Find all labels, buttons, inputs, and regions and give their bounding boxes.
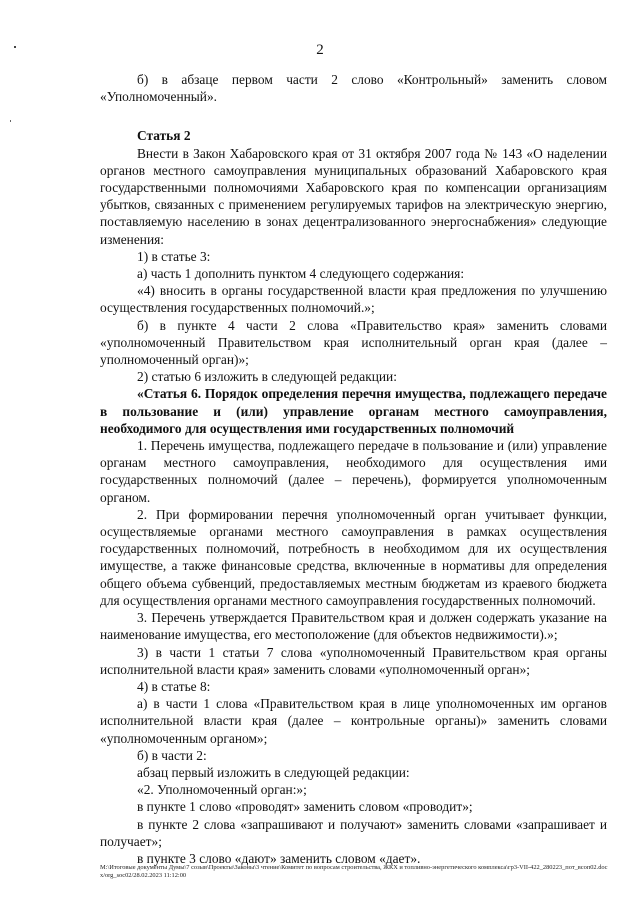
- paragraph: а) часть 1 дополнить пунктом 4 следующего содержания:: [137, 266, 465, 282]
- paragraph: абзац первый изложить в следующей редакции:: [137, 764, 410, 780]
- paragraph: 4) в статье 8:: [137, 678, 211, 694]
- paragraph: 2. При формировании перечня уполномоченный орган учитывает функции, осуществляемые органами местного самоуправления в рамках осуществления государственных полномочий, потребность в необходимом для их осуществления имуществе, а также финансовые средства, включенные в нормативы для определения общего объема субвенций, предоставляемых местным бюджетам из краевого бюджета для осуществления органами местного самоуправления государственных полномочий.: [100, 506, 607, 608]
- paragraph: в пункте 3 слово «дают» заменить словом «дает».: [137, 850, 421, 866]
- paragraph: 3) в части 1 статьи 7 слова «уполномоченный Правительством края органы исполнительной власти края» заменить словами «уполномоченный орган»;: [100, 644, 607, 677]
- paragraph: б) в пункте 4 части 2 слова «Правительство края» заменить словами «уполномоченный Правительством края исполнительный орган края (далее – уполномоченный орган)»;: [100, 317, 607, 368]
- paragraph: в пункте 1 слово «проводят» заменить словом «проводит»;: [137, 799, 473, 815]
- paragraph: 1) в статье 3:: [137, 248, 211, 264]
- paragraph: Внести в Закон Хабаровского края от 31 октября 2007 года № 143 «О наделении органов местного самоуправления муниципальных образований Хабаровского края государственными полномочиями Хабаровского края по компенсации организациям убытков, связанных с применением регулируемых тарифов на электрическую энергию, поставляемую населению в зонах децентрализованного энергоснабжения» следующие изменения:: [100, 145, 607, 247]
- file-path-footer: M:\Итоговые документы Думы\7 созыв\Проекты\Законы\3 чтение\Комитет по вопросам строительства, ЖКХ и топливно-энергетического комплекса\гр3-VII-422_280223_пот_всоп02.docx/org_soc02/28.02.2023 11:12:00: [100, 864, 608, 879]
- paragraph: а) в части 1 слова «Правительством края в лице уполномоченных им органов исполнительной власти края (далее – контрольные органы)» заменить словами «уполномоченным органом»;: [100, 696, 607, 746]
- scan-mark: [10, 120, 11, 122]
- paragraph: 2) статью 6 изложить в следующей редакции:: [137, 369, 397, 385]
- paragraph: б) в части 2:: [137, 747, 207, 763]
- paragraph: 1. Перечень имущества, подлежащего передаче в пользование и (или) управление органам местного самоуправления, необходимого для осуществления ими государственных полномочий (далее – перечень), формируется уполномоченным органом.: [100, 438, 607, 505]
- paragraph-gap: [100, 105, 607, 127]
- paragraph: б) в абзаце первом части 2 слово «Контрольный» заменить словом «Уполномоченный».: [100, 72, 607, 105]
- paragraph: 3. Перечень утверждается Правительством края и должен содержать указание на наименование имущества, его местоположение (для объектов недвижимости).»;: [100, 610, 607, 643]
- article-heading-bold: «Статья 6. Порядок определения перечня имущества, подлежащего передаче в пользование и (или) управление органам местного самоуправления, необходимого для осуществления ими государственных полномочий: [100, 386, 607, 436]
- paragraph: в пункте 2 слова «запрашивают и получают» заменить словами «запрашивает и получает»;: [100, 816, 607, 849]
- paragraph: «4) вносить в органы государственной власти края предложения по улучшению осуществления государственных полномочий.»;: [100, 283, 607, 316]
- article-heading: Статья 2: [137, 128, 191, 144]
- document-body: [100, 71, 607, 867]
- page-number: 2: [316, 42, 324, 58]
- paragraph: «2. Уполномоченный орган:»;: [137, 782, 307, 798]
